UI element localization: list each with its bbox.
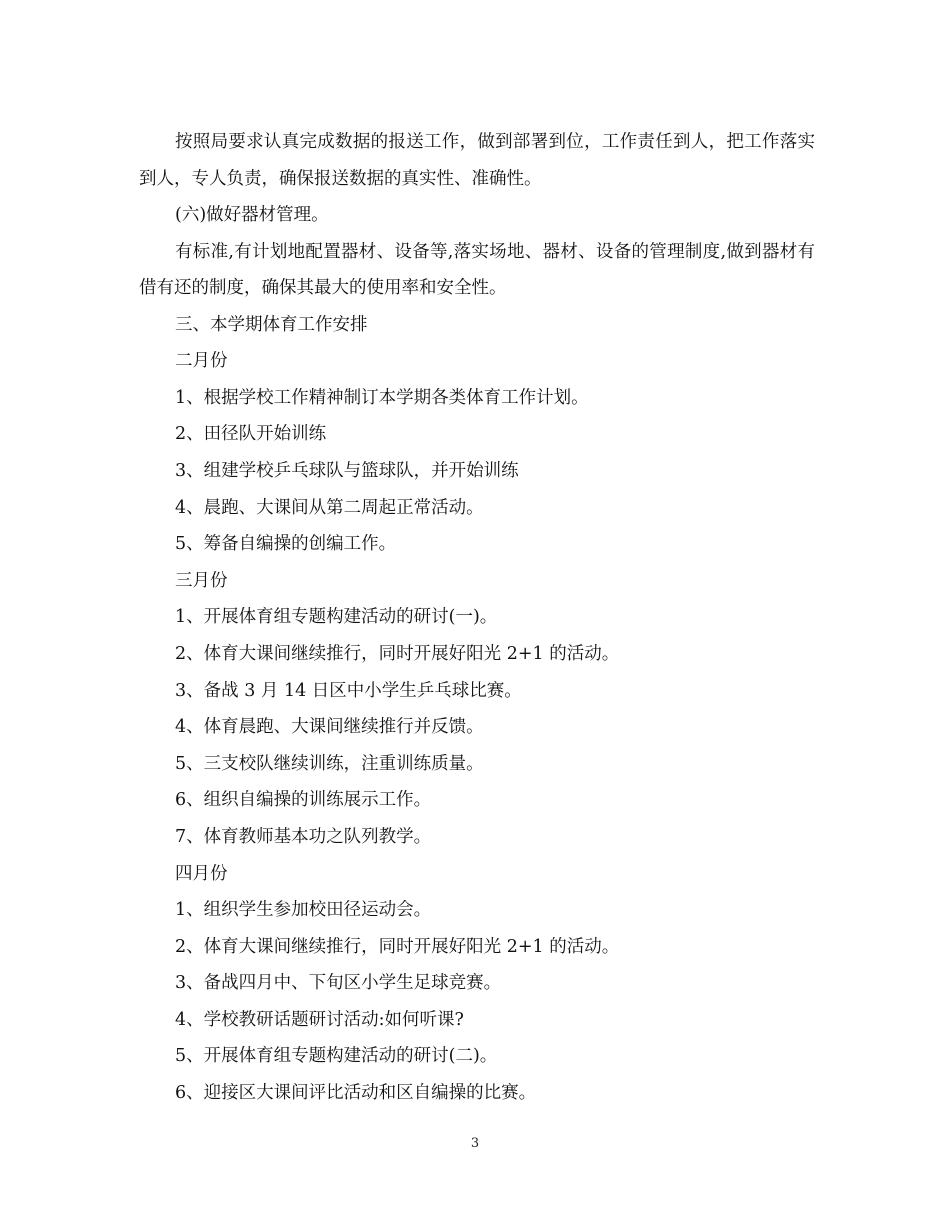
list-item: 4、晨跑、大课间从第二周起正常活动。	[175, 497, 484, 518]
month-heading-march: 三月份	[175, 570, 228, 591]
paragraph-equipment-management: 有标准,有计划地配置器材、设备等,落实场地、器材、设备的管理制度,做到器材有借有还的制度，确保其最大的使用率和安全性。	[139, 241, 815, 299]
list-item: 1、组织学生参加校田径运动会。	[175, 900, 432, 921]
section-heading-equipment: (六)做好器材管理。	[175, 205, 329, 225]
month-heading-april: 四月份	[175, 863, 228, 884]
list-item: 2、体育大课间继续推行，同时开展好阳光 2+1 的活动。	[175, 643, 620, 664]
list-item: 5、筹备自编操的创编工作。	[175, 534, 397, 555]
document-body	[139, 124, 815, 1112]
list-item: 1、根据学校工作精神制订本学期各类体育工作计划。	[175, 387, 589, 408]
list-item: 2、田径队开始训练	[175, 424, 327, 445]
list-item: 3、备战四月中、下旬区小学生足球竞赛。	[175, 973, 502, 994]
list-item: 7、体育教师基本功之队列教学。	[175, 826, 432, 847]
list-item: 6、组织自编操的训练展示工作。	[175, 790, 432, 811]
list-item: 6、迎接区大课间评比活动和区自编操的比赛。	[175, 1083, 537, 1104]
list-item: 1、开展体育组专题构建活动的研讨(一)。	[175, 607, 498, 628]
list-item: 3、备战 3 月 14 日区中小学生乒乓球比赛。	[175, 680, 522, 701]
list-item: 5、三支校队继续训练，注重训练质量。	[175, 753, 484, 774]
list-item: 4、学校教研话题研讨活动:如何听课?	[175, 1009, 464, 1030]
paragraph-data-reporting: 按照局要求认真完成数据的报送工作，做到部署到位，工作责任到人，把工作落实到人，专人负责，确保报送数据的真实性、准确性。	[139, 132, 815, 189]
list-item: 2、体育大课间继续推行，同时开展好阳光 2+1 的活动。	[175, 936, 620, 957]
page-number: 3	[470, 1136, 480, 1151]
section-heading-schedule: 三、本学期体育工作安排	[175, 314, 368, 335]
month-heading-february: 二月份	[175, 351, 228, 372]
list-item: 5、开展体育组专题构建活动的研讨(二)。	[175, 1046, 498, 1067]
list-item: 4、体育晨跑、大课间继续推行并反馈。	[175, 717, 484, 738]
list-item: 3、组建学校乒乓球队与篮球队，并开始训练	[175, 460, 519, 481]
